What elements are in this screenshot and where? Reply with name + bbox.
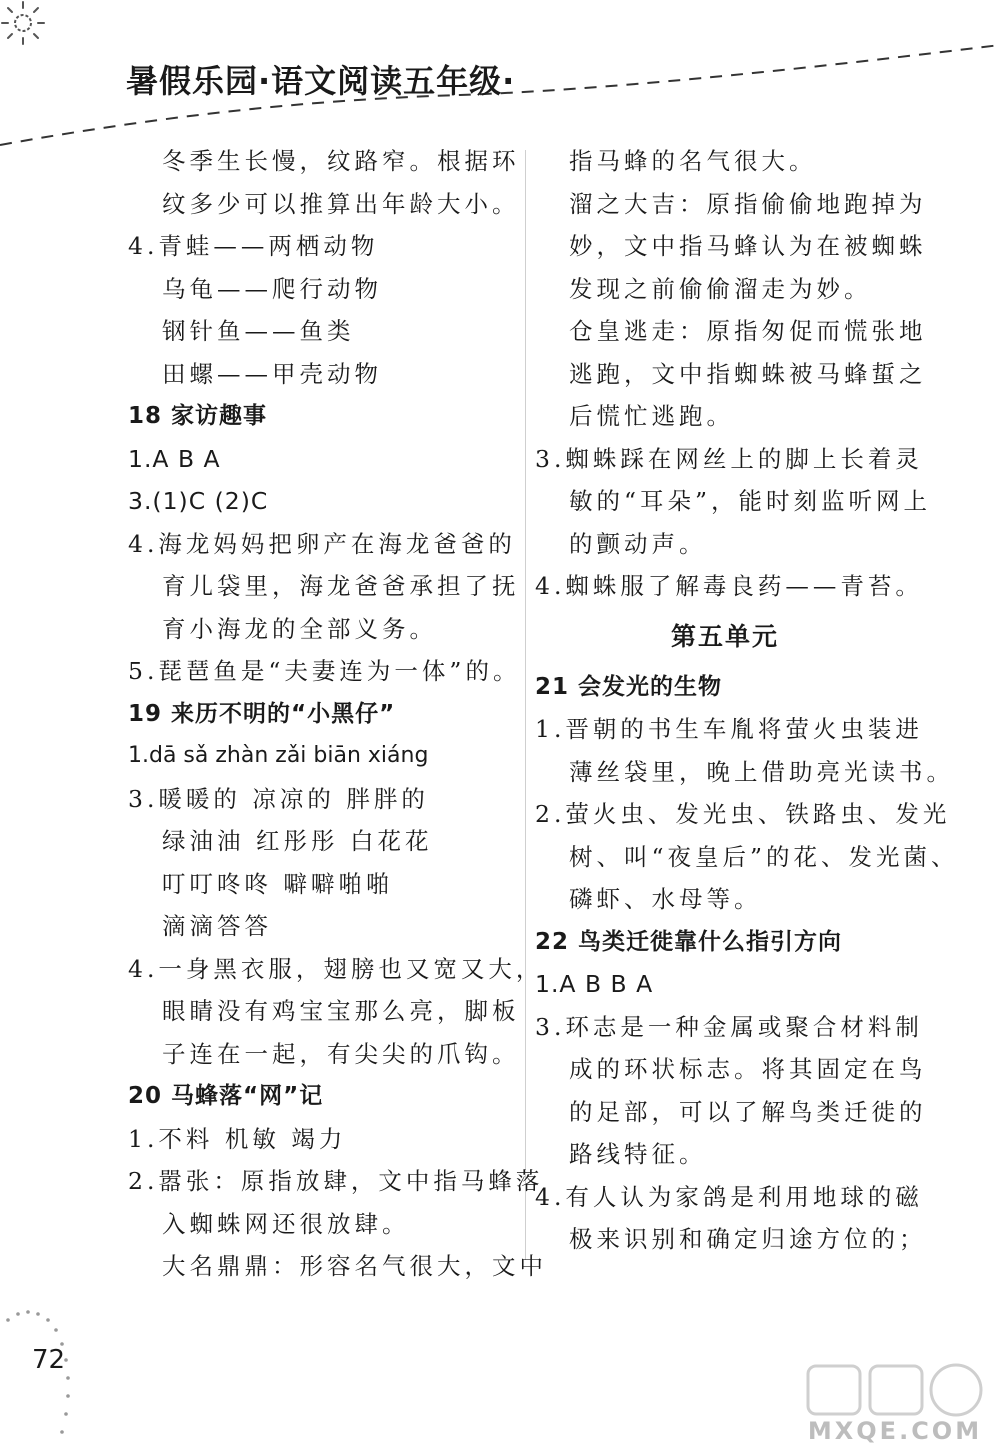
corner-dots-decoration [0,1300,80,1450]
answer-line: 树、叫“夜皇后”的花、发光菌、 [569,842,959,871]
page-number: 72 [32,1345,66,1375]
right-column [535,140,959,1261]
answer-line: 仓皇逃走：原指匆促而慌张地 [569,317,927,345]
answer-line: 成的环状标志。将其固定在鸟 [569,1055,927,1083]
answer-line: 大名鼎鼎：形容名气很大，文中 [162,1252,547,1280]
left-column [128,140,547,1288]
answer-line: 发现之前偷偷溜走为妙。 [569,274,872,303]
unit-heading: 第五单元 [670,621,779,651]
answer-line: 育儿袋里，海龙爸爸承担了抚 [162,572,520,600]
answer-line: 妙，文中指马蜂认为在被蜘蛛 [569,232,927,260]
answer-line: 3.蜘蛛踩在网丝上的脚上长着灵 [535,444,923,473]
section-heading: 19 来历不明的“小黑仔” [128,700,396,727]
answer-line: 纹多少可以推算出年龄大小。 [162,189,520,218]
answer-line: 5.琵琶鱼是“夫妻连为一体”的。 [128,657,521,685]
answer-line: 4.一身黑衣服，翅膀也又宽又大， [128,954,544,983]
answer-line: 钢针鱼——鱼类 [162,317,355,345]
answer-line: 路线特征。 [569,1140,707,1168]
answer-line: 4.海龙妈妈把卵产在海龙爸爸的 [128,529,516,558]
answer-line: 4.蜘蛛服了解毒良药——青苔。 [535,572,923,600]
watermark-text: MXQE.COM [807,1417,983,1445]
answer-line: 极来识别和确定归途方位的； [569,1225,927,1253]
section-heading: 22 鸟类迁徙靠什么指引方向 [535,928,843,955]
section-heading: 20 马蜂落“网”记 [128,1083,324,1109]
answer-line: 指马蜂的名气很大。 [569,147,817,175]
answer-line: 1.不料 机敏 竭力 [128,1124,347,1153]
answer-line: 1.晋朝的书生车胤将萤火虫装进 [535,715,923,743]
answer-line: 3.暖暖的 凉凉的 胖胖的 [128,784,429,813]
answer-line: 冬季生长慢，纹路窄。根据环 [162,147,520,175]
answer-line: 2.萤火虫、发光虫、铁路虫、发光 [535,800,951,828]
answer-line: 1.A B B A [535,970,654,998]
section-heading: 18 家访趣事 [128,403,268,429]
column-divider [525,150,526,1260]
answer-seal-watermark [800,1360,990,1445]
answer-line: 4.有人认为家鸽是利用地球的磁 [535,1182,923,1211]
answer-line: 薄丝袋里，晚上借助亮光读书。 [569,757,954,786]
answer-line: 育小海龙的全部义务。 [162,614,437,643]
answer-line: 田螺——甲壳动物 [162,359,382,388]
answer-line: 乌龟——爬行动物 [162,274,382,303]
answer-line: 溜之大吉：原指偷偷地跑掉为 [569,189,927,218]
answer-line: 4.青蛙——两栖动物 [128,232,379,260]
answer-line: 1.dā sǎ zhàn zǎi biān xiáng [128,743,429,768]
answer-line: 叮叮咚咚 噼噼啪啪 [162,869,394,898]
answer-line: 3.环志是一种金属或聚合材料制 [535,1012,923,1041]
answer-line: 逃跑，文中指蜘蛛被马蜂蜇之 [569,359,927,388]
answer-line: 2.嚣张：原指放肆，文中指马蜂落 [128,1167,544,1195]
answer-line: 的足部，可以了解鸟类迁徙的 [569,1097,927,1126]
answer-line: 滴滴答答 [162,912,272,940]
sun-logo-icon [0,0,46,46]
answer-line: 眼睛没有鸡宝宝那么亮，脚板 [162,997,520,1025]
answer-line: 的颤动声。 [569,529,707,558]
section-heading: 21 会发光的生物 [535,673,723,700]
page-header [0,0,1000,160]
answer-line: 敏的“耳朵”，能时刻监听网上 [569,487,932,515]
answer-line: 3.(1)C (2)C [128,487,269,515]
answer-line: 绿油油 红彤彤 白花花 [162,827,433,855]
answer-line: 子连在一起，有尖尖的爪钩。 [162,1039,520,1068]
header-title: 暑假乐园·语文阅读五年级· [126,62,516,100]
answer-line: 1.A B A [128,444,221,473]
answer-line: 后慌忙逃跑。 [569,402,734,430]
answer-line: 入蜘蛛网还很放肆。 [162,1209,410,1238]
answer-line: 磷虾、水母等。 [569,885,762,913]
